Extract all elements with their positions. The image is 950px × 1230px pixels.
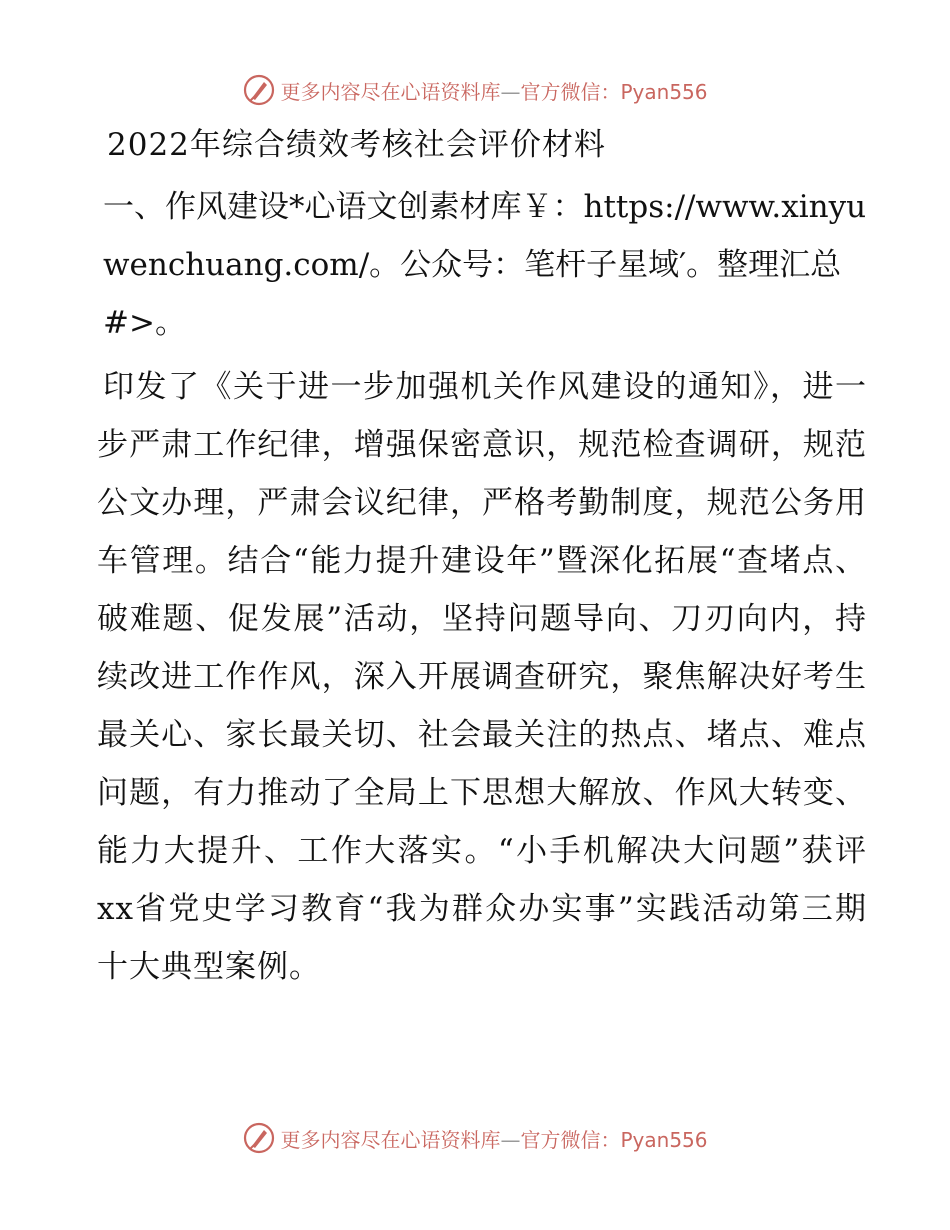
watermark-text: 更多内容尽在心语资料库—官方微信：Pyan556 [280,1127,708,1152]
quill-logo-icon [242,1121,276,1155]
header-watermark-banner [0,70,950,110]
section-heading: 一、作风建设*心语文创素材库￥：https://www.xinyuwenchuang.com/。公众号：笔杆子星域′。整理汇总#>。 [103,189,867,341]
document-body [97,116,867,996]
footer-watermark-banner [0,1118,950,1158]
body-paragraph: 印发了《关于进一步加强机关作风建设的通知》，进一步严肃工作纪律，增强保密意识，规范检查调研，规范公文办理，严肃会议纪律，严格考勤制度，规范公务用车管理。结合“能力提升建设年”暨深化拓展“查堵点、破难题、促发展”活动，坚持问题导向、刀刃向内，持续改进工作作风，深入开展调查研究，聚焦解决好考生最关心、家长最关切、社会最关注的热点、堵点、难点问题，有力推动了全局上下思想大解放、作风大转变、能力大提升、工作大落实。“小手机解决大问题”获评xx省党史学习教育“我为群众办实事”实践活动第三期十大典型案例。 [97,369,867,985]
quill-logo-icon [242,73,276,107]
document-title: 2022年综合绩效考核社会评价材料 [107,127,606,163]
watermark-text: 更多内容尽在心语资料库—官方微信：Pyan556 [280,79,708,104]
